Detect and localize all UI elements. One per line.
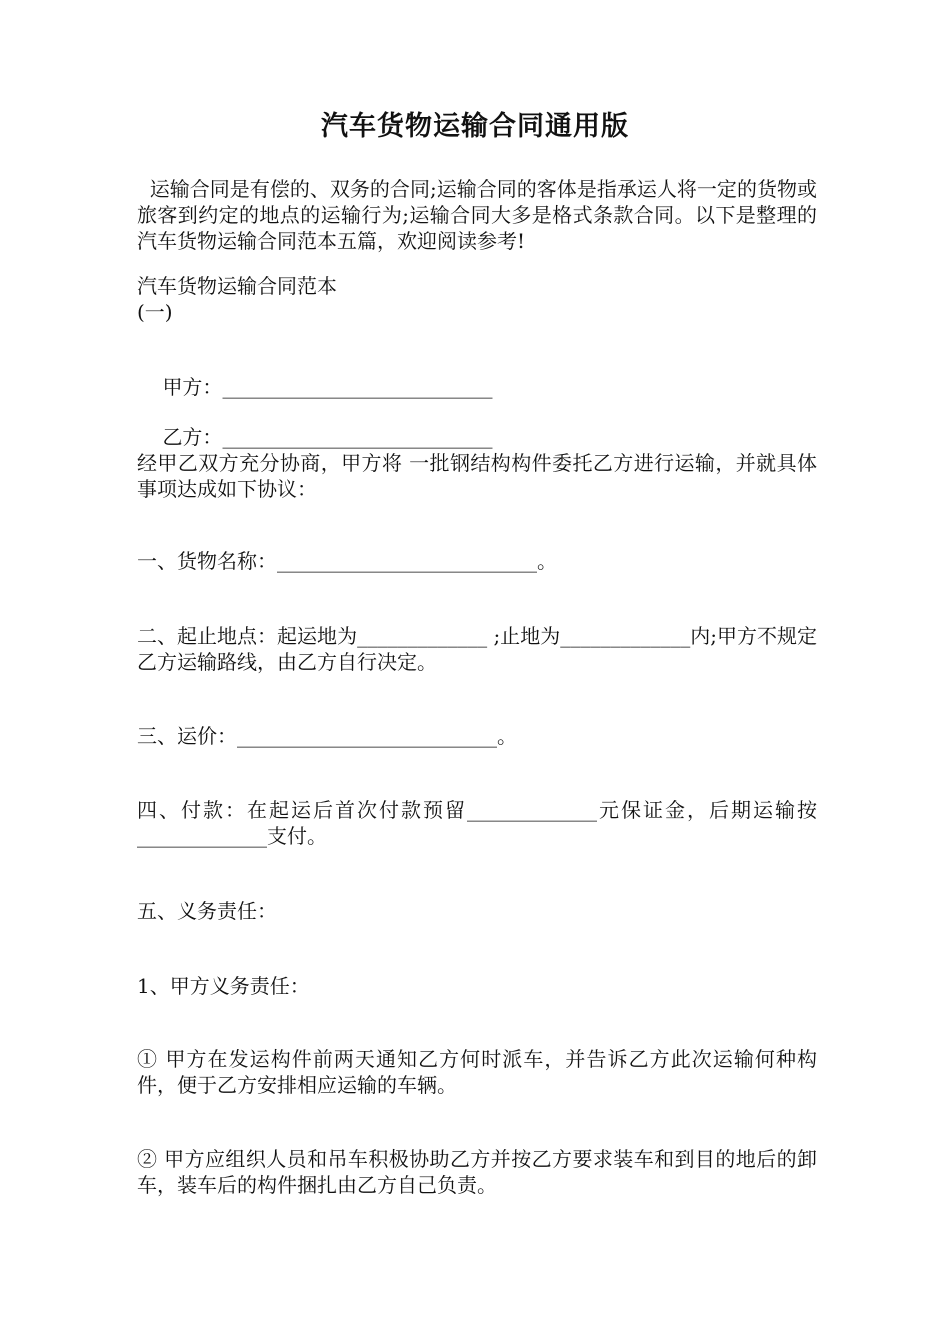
party-b-label: 乙方：	[162, 425, 223, 449]
clause-price: 三、运价：__________________________。	[137, 724, 517, 748]
intro-paragraph: 运输合同是有偿的、双务的合同;运输合同的客体是指承运人将一定的货物或旅客到约定的地点的运输行为;运输合同大多是格式条款合同。以下是整理的汽车货物运输合同范本五篇，欢迎阅读参考!	[137, 177, 817, 253]
party-a-label: 甲方：	[162, 375, 223, 399]
party-b-blank: ___________________________	[222, 425, 493, 449]
clause-obligations: 五、义务责任：	[137, 899, 277, 923]
document-title: 汽车货物运输合同通用版	[321, 111, 629, 142]
section-heading: 汽车货物运输合同范本	[137, 274, 337, 298]
subsection-party-a-obligations: 1、甲方义务责任：	[137, 974, 310, 998]
list-item: ② 甲方应组织人员和吊车积极协助乙方并按乙方要求装车和到目的地后的卸车，装车后的构件捆扎由乙方自己负责。	[137, 1147, 817, 1197]
party-a-blank: ___________________________	[222, 375, 493, 399]
clause-payment: 四、付款：在起运后首次付款预留_____________元保证金，后期运输按_____________支付。	[137, 798, 817, 848]
section-number: (一)	[137, 300, 173, 324]
list-item: ① 甲方在发运构件前两天通知乙方何时派车，并告诉乙方此次运输何种构件，便于乙方安排相应运输的车辆。	[137, 1047, 817, 1097]
clause-locations: 二、起止地点：起运地为_____________ ;止地为_____________内;甲方不规定乙方运输路线，由乙方自行决定。	[137, 624, 817, 674]
clause-goods-name: 一、货物名称：__________________________。	[137, 549, 557, 573]
preamble-paragraph: 经甲乙双方充分协商，甲方将 一批钢结构构件委托乙方进行运输，并就具体事项达成如下协议：	[137, 451, 817, 501]
